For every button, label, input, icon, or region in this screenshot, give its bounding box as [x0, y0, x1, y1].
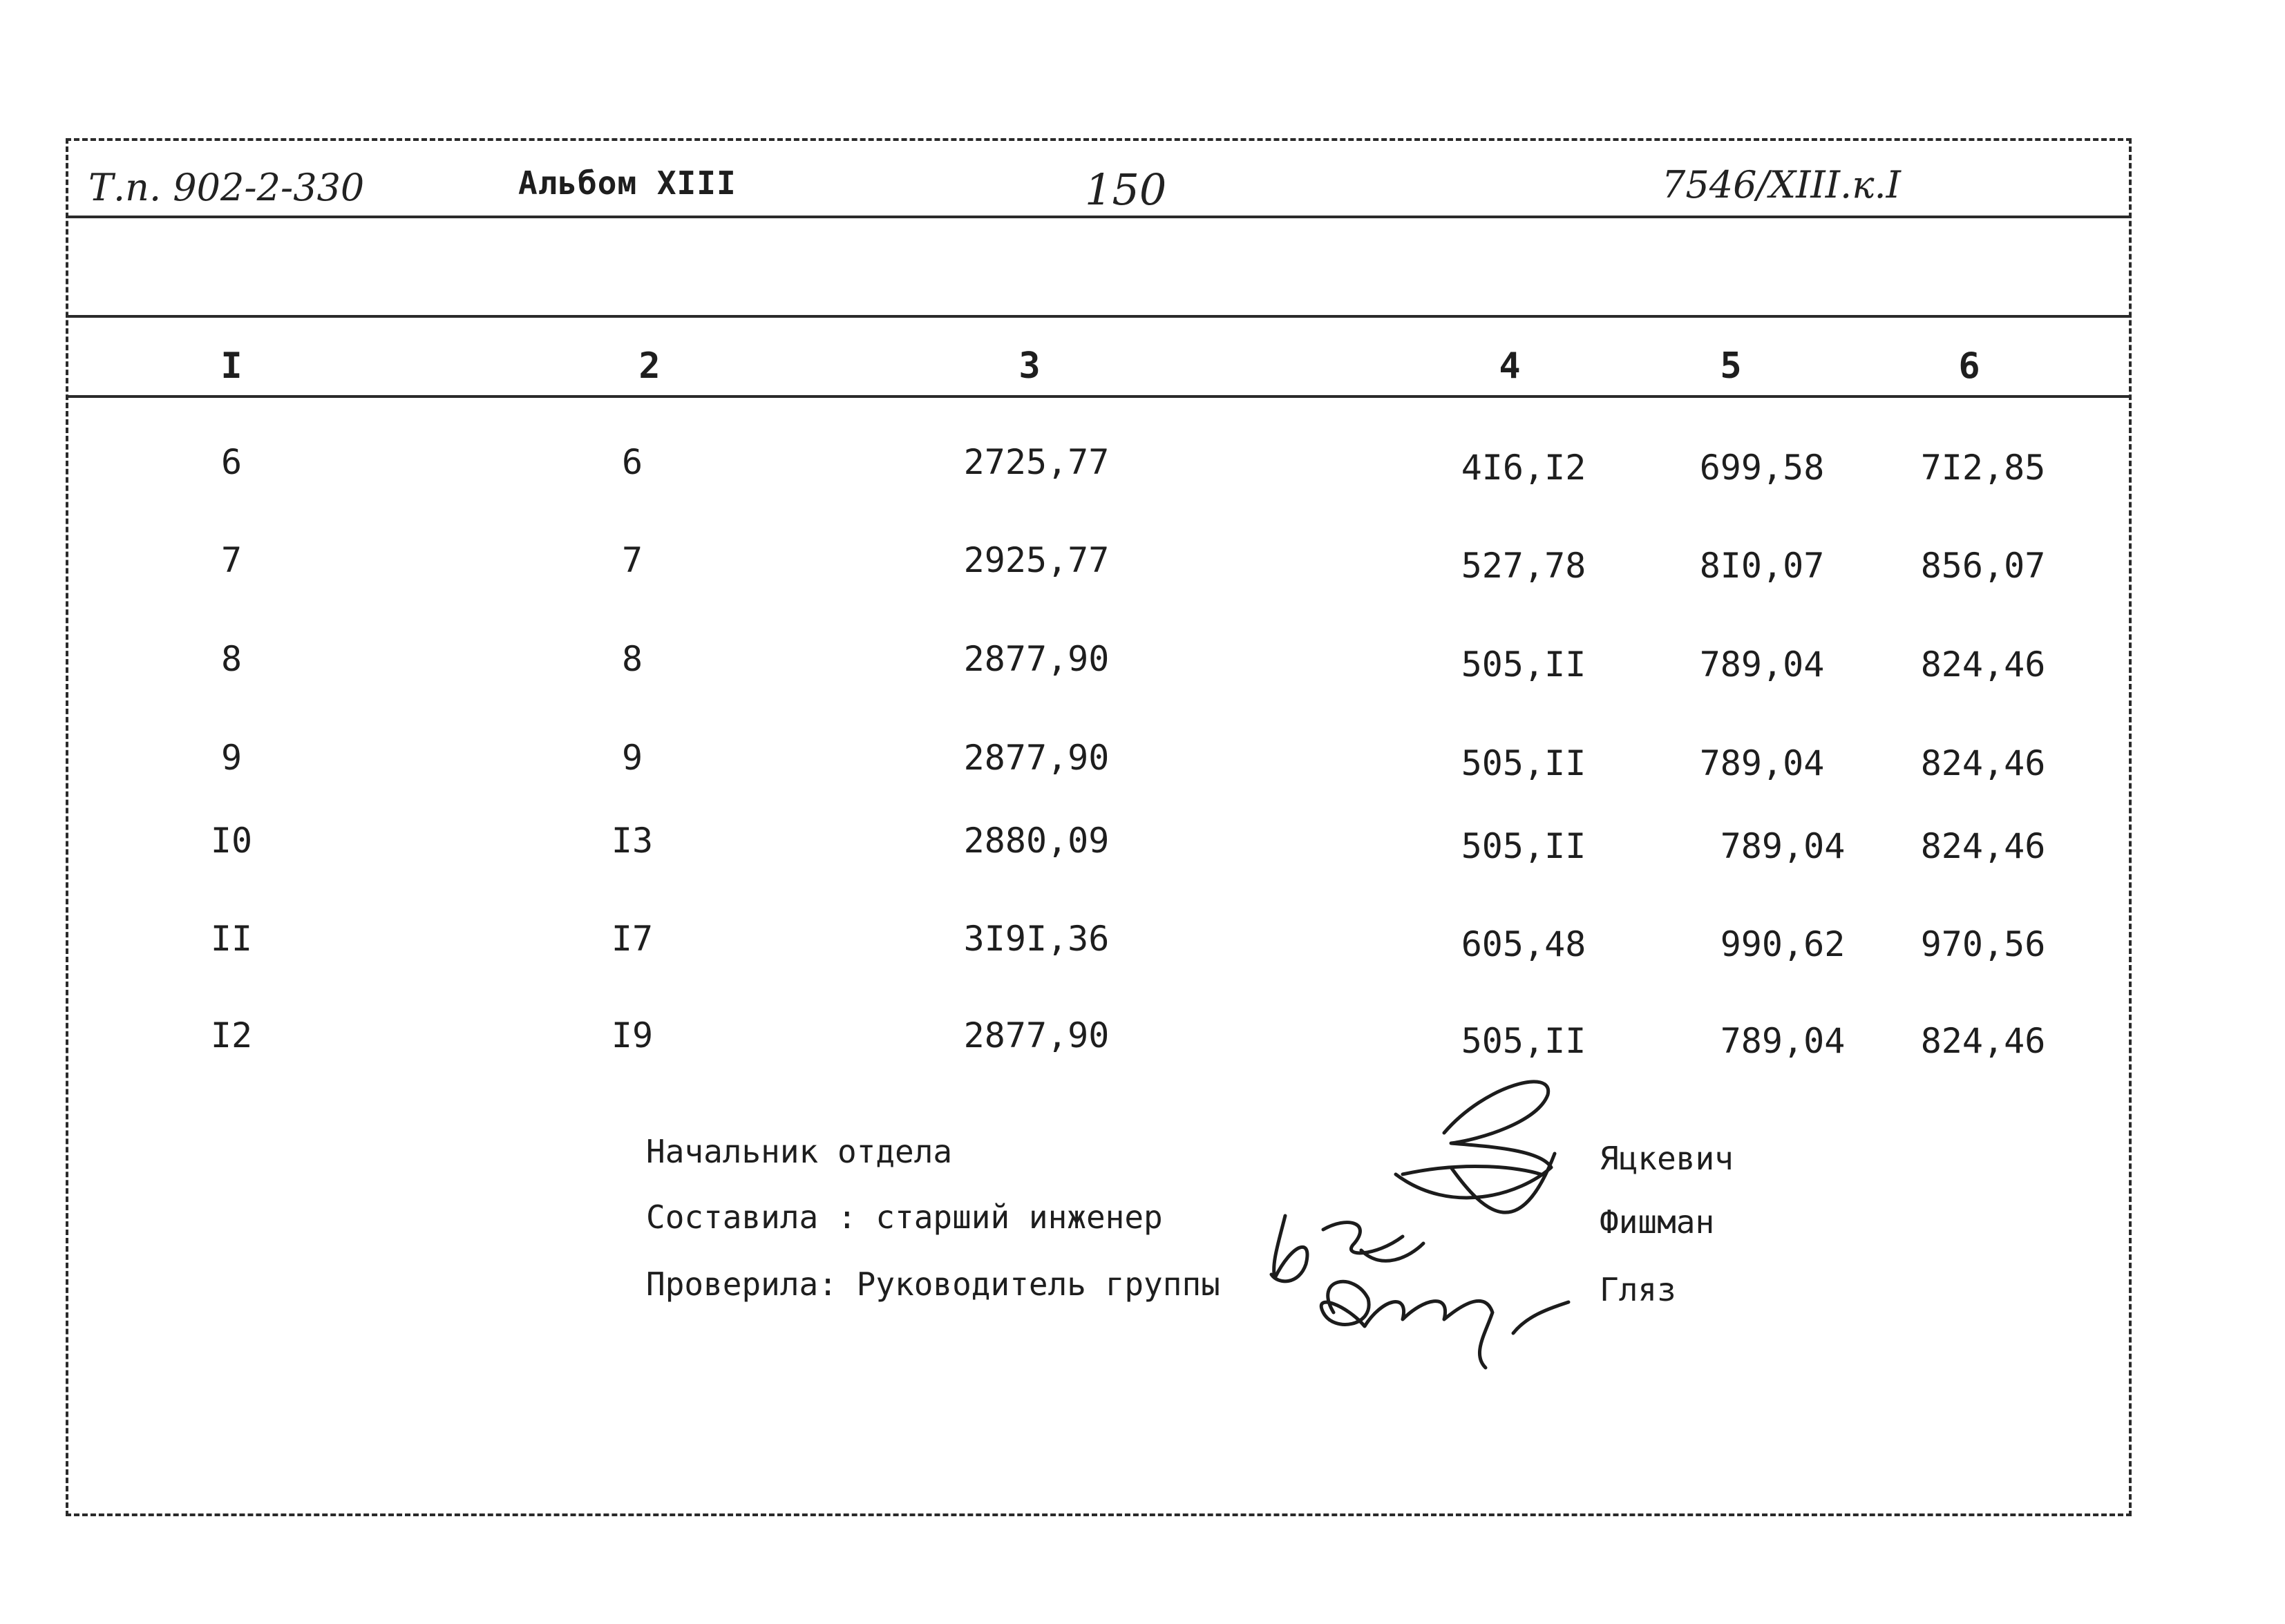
album-label: Альбом XIII — [518, 164, 737, 202]
table-cell: 9 — [220, 738, 243, 778]
column-number: 3 — [1018, 345, 1041, 387]
table-cell: 3I9I,36 — [963, 919, 1110, 959]
table-cell: 6 — [220, 442, 243, 482]
table-cell: 527,78 — [1461, 546, 1586, 586]
table-cell: 7 — [621, 540, 643, 580]
signature-role: Начальник отдела — [646, 1133, 953, 1170]
table-cell: 2877,90 — [963, 639, 1110, 679]
table-cell: 605,48 — [1461, 924, 1586, 964]
table-cell: 824,46 — [1920, 1021, 2046, 1061]
table-cell: I9 — [611, 1015, 654, 1055]
signature-name: Фишман — [1600, 1203, 1715, 1241]
table-cell: 7 — [220, 540, 243, 580]
column-number: 4 — [1499, 345, 1521, 387]
table-cell: I7 — [611, 919, 654, 959]
table-cell: 2877,90 — [963, 738, 1110, 778]
table-cell: 505,II — [1461, 743, 1586, 783]
table-cell: 4I6,I2 — [1461, 448, 1586, 488]
table-cell: 505,II — [1461, 644, 1586, 685]
signature-name: Яцкевич — [1600, 1140, 1734, 1177]
page-number: 150 — [1085, 164, 1167, 215]
column-number: 2 — [638, 345, 661, 387]
table-cell: 2880,09 — [963, 821, 1110, 861]
column-number: 5 — [1720, 345, 1742, 387]
table-cell: I3 — [611, 821, 654, 861]
table-cell: 856,07 — [1920, 546, 2046, 586]
table-cell: 2877,90 — [963, 1015, 1110, 1055]
table-cell: 505,II — [1461, 1021, 1586, 1061]
table-cell: 789,04 — [1720, 1021, 1846, 1061]
inventory-number: 7546/XIII.к.I — [1662, 163, 1901, 207]
signature-role: Проверила: Руководитель группы — [646, 1265, 1220, 1303]
table-cell: 824,46 — [1920, 743, 2046, 783]
table-cell: 970,56 — [1920, 924, 2046, 964]
table-cell: 8 — [621, 639, 643, 679]
table-cell: 789,04 — [1699, 644, 1825, 685]
table-cell: 699,58 — [1699, 448, 1825, 488]
table-cell: I2 — [210, 1015, 253, 1055]
table-cell: 789,04 — [1699, 743, 1825, 783]
table-cell: 505,II — [1461, 826, 1586, 866]
table-cell: 9 — [621, 738, 643, 778]
column-number: 6 — [1958, 345, 1980, 387]
table-cell: 990,62 — [1720, 924, 1846, 964]
column-number: I — [220, 345, 243, 387]
table-cell: 7I2,85 — [1920, 448, 2046, 488]
table-cell: 824,46 — [1920, 826, 2046, 866]
table-cell: 2725,77 — [963, 442, 1110, 482]
project-code: Т.п. 902-2-330 — [88, 166, 365, 209]
signature-name: Гляз — [1600, 1271, 1676, 1308]
table-cell: 8I0,07 — [1699, 546, 1825, 586]
table-cell: 2925,77 — [963, 540, 1110, 580]
signature-role: Составила : старший инженер — [646, 1198, 1163, 1236]
table-cell: 789,04 — [1720, 826, 1846, 866]
table-cell: 824,46 — [1920, 644, 2046, 685]
table-cell: 6 — [621, 442, 643, 482]
table-cell: 8 — [220, 639, 243, 679]
table-cell: I0 — [210, 821, 253, 861]
table-cell: II — [210, 919, 253, 959]
